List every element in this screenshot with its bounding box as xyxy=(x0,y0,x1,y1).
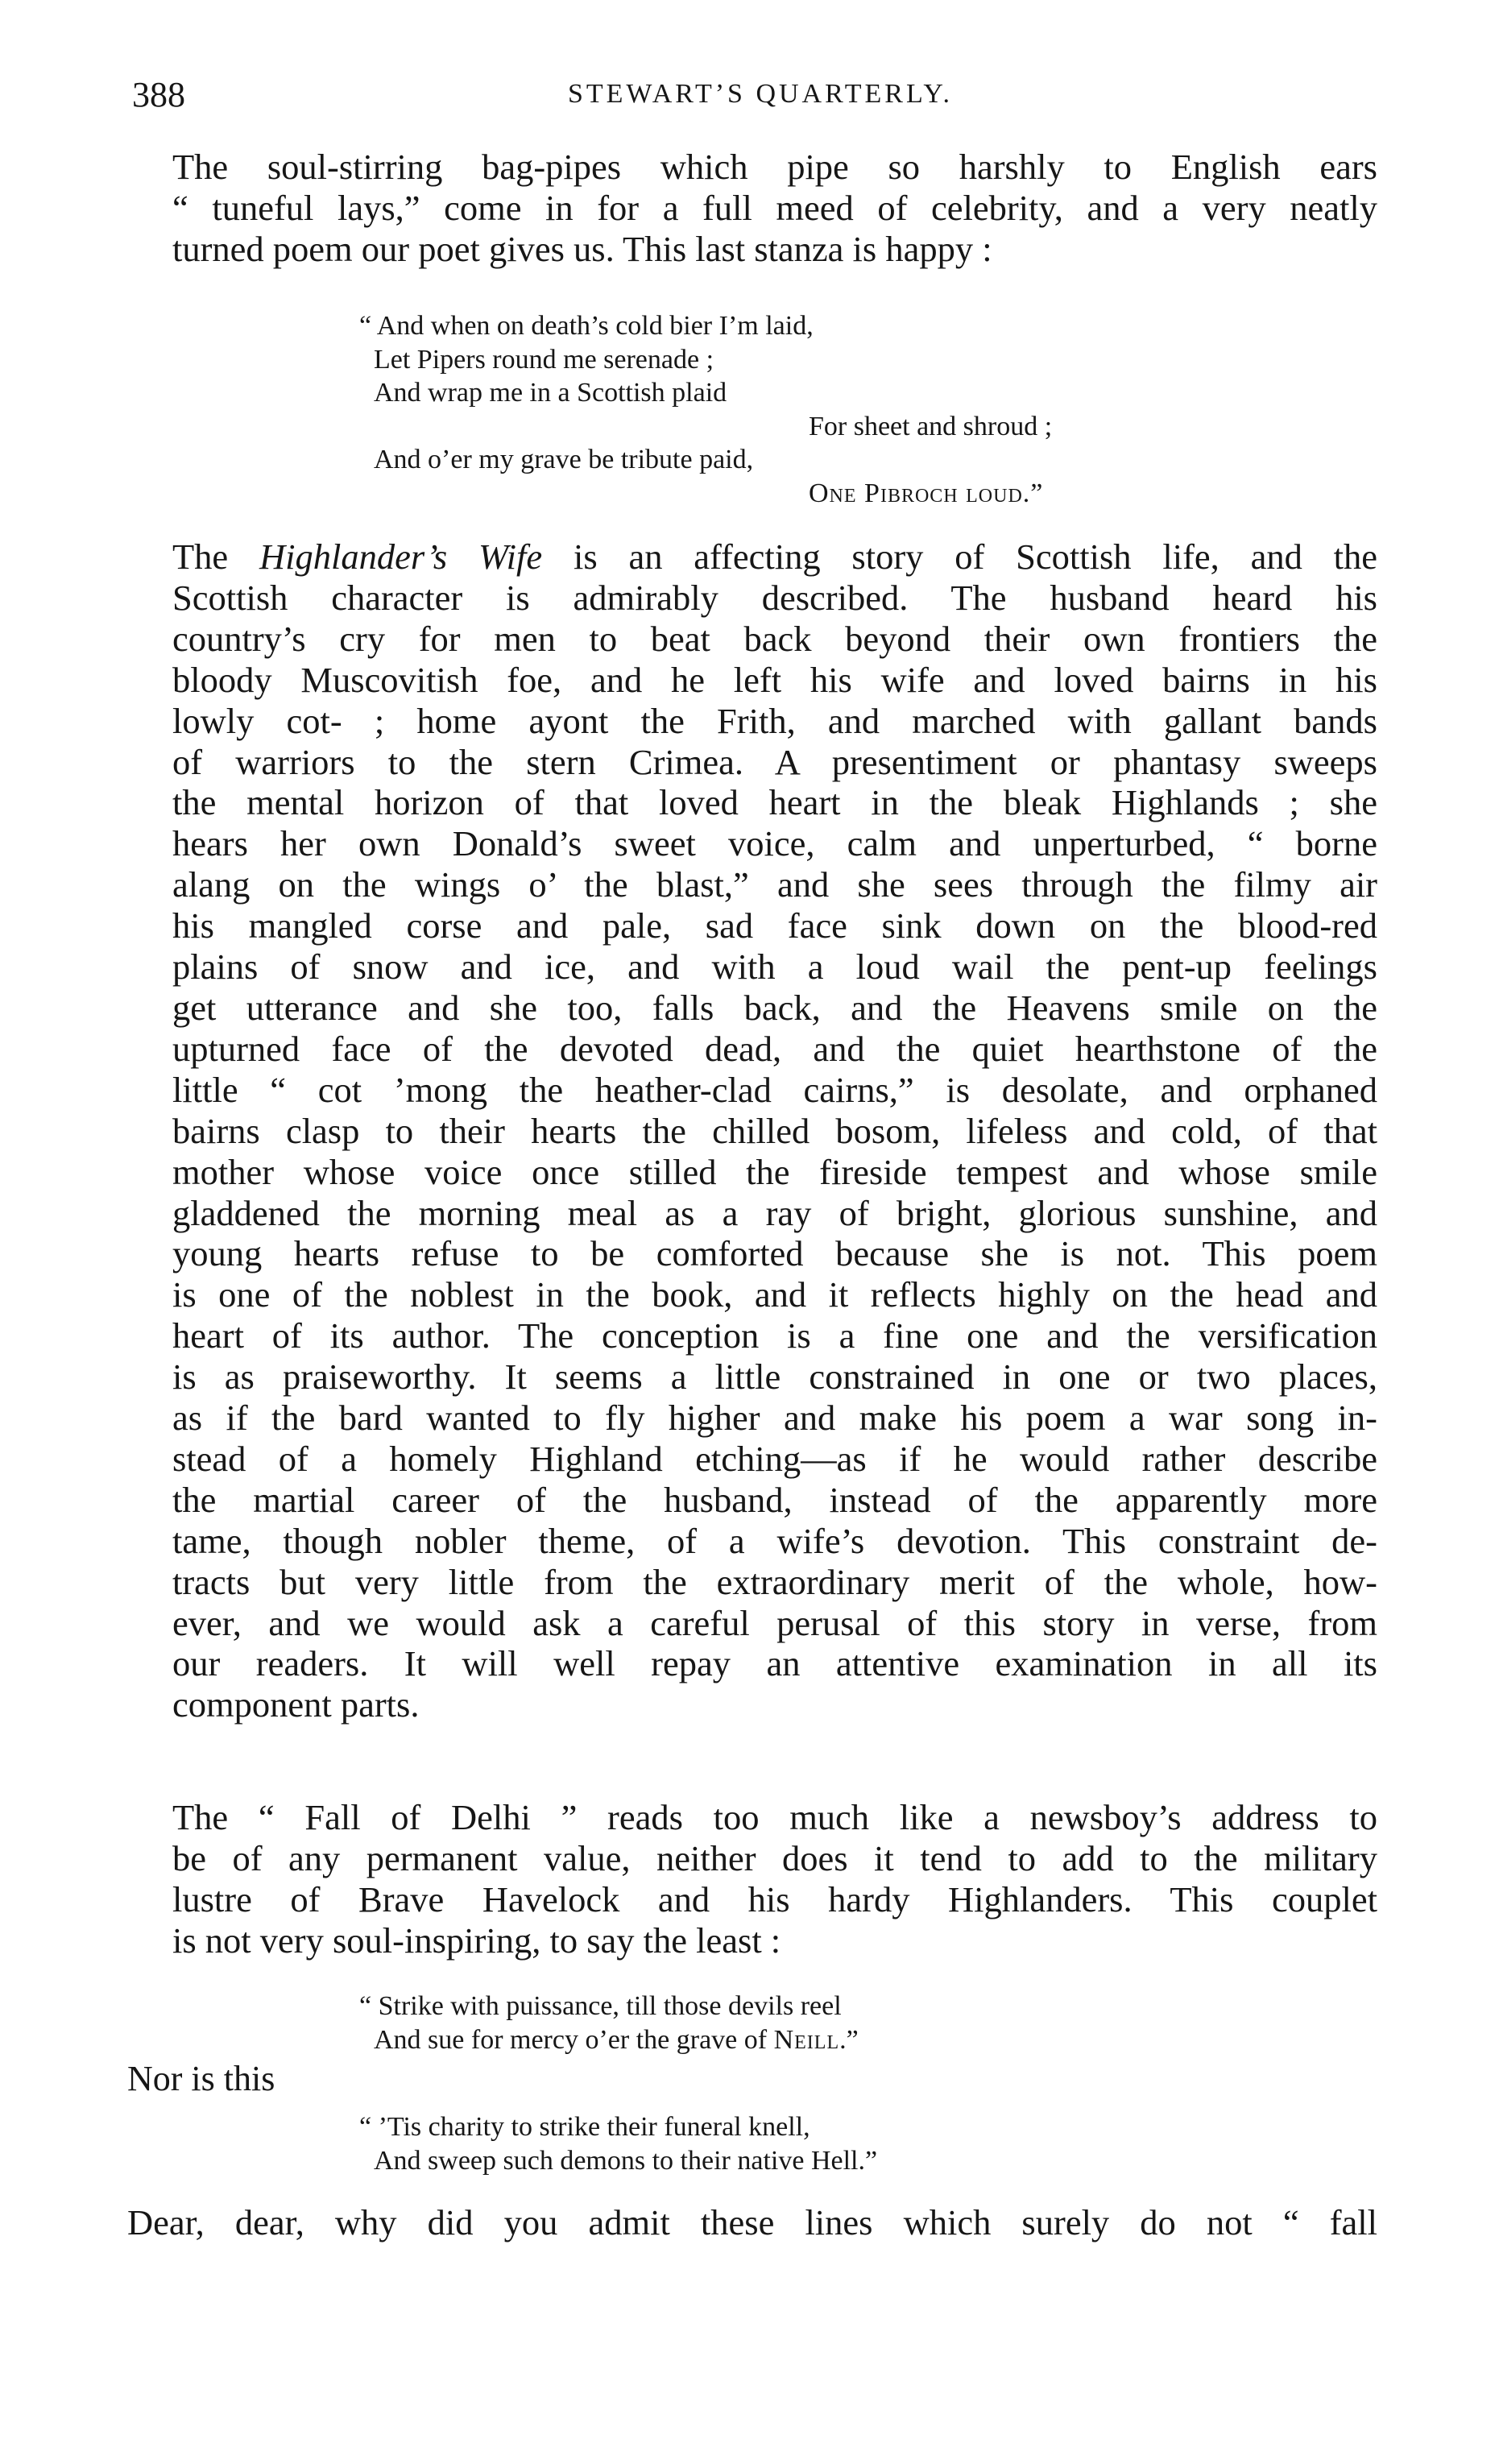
text-line: lustre of Brave Havelock and his hardy Highlanders. This couplet xyxy=(172,1878,1377,1919)
text-line: Scottish character is admirably described. The husband heard his xyxy=(172,577,1377,618)
text-line: country’s cry for men to beat back beyond their own frontiers the xyxy=(172,618,1377,659)
running-head: STEWART’S QUARTERLY. xyxy=(567,79,953,109)
text-line: our readers. It will well repay an attentive examination in all its xyxy=(172,1643,1377,1684)
text-line: the martial career of the husband, instead of the apparently more xyxy=(172,1479,1377,1520)
quote-couplet-1 xyxy=(359,1990,859,2056)
poem-title: Highlander’s Wife xyxy=(259,536,543,577)
text-line: The soul-stirring bag-pipes which pipe so harshly to English ears xyxy=(172,147,1377,187)
text-line: “ tuneful lays,” come in for a full meed of celebrity, and a very neatly xyxy=(172,187,1377,228)
text-line: bairns clasp to their hearts the chilled bosom, lifeless and cold, of that xyxy=(172,1110,1377,1151)
text-line: tame, though nobler theme, of a wife’s devotion. This constraint de- xyxy=(172,1520,1377,1561)
text-line: gladdened the morning meal as a ray of bright, glorious sunshine, and xyxy=(172,1192,1377,1233)
text-line: mother whose voice once stilled the fireside tempest and whose smile xyxy=(172,1151,1377,1192)
quote-stanza xyxy=(359,309,1053,510)
text-line: plains of snow and ice, and with a loud wail the pent-up feelings xyxy=(172,946,1377,988)
text-line: tracts but very little from the extraordinary merit of the whole, how- xyxy=(172,1561,1377,1602)
text-line: ever, and we would ask a careful perusal of this story in verse, from xyxy=(172,1602,1377,1643)
quote-line: “ And when on death’s cold bier I’m laid, xyxy=(359,311,814,341)
text-line: his mangled corse and pale, sad face sink down on the blood-red xyxy=(172,905,1377,946)
text-line: bloody Muscovitish foe, and he left his wife and loved bairns in his xyxy=(172,659,1377,700)
text-line: upturned face of the devoted dead, and the quiet hearthstone of the xyxy=(172,1028,1377,1069)
text-line: heart of its author. The conception is a fine one and the versification xyxy=(172,1315,1377,1356)
quote-couplet-2 xyxy=(359,2110,878,2177)
text-line: as if the bard wanted to fly higher and make his poem a war song in- xyxy=(172,1398,1377,1439)
paragraph-highlanders-wife xyxy=(127,536,1377,1725)
text-fragment: And sue for mercy o’er the grave of xyxy=(374,2024,774,2055)
text-line: lowly cot- ; home ayont the Frith, and marched with gallant bands xyxy=(172,700,1377,741)
paragraph-fall-of-delhi xyxy=(127,1797,1377,1961)
quote-line: And wrap me in a Scottish plaid xyxy=(374,378,727,408)
quote-line: And sweep such demons to their native Hell.” xyxy=(374,2145,878,2176)
paragraph-closing xyxy=(127,2202,1377,2243)
quote-line: “ ’Tis charity to strike their funeral knell, xyxy=(359,2112,810,2142)
quote-line: For sheet and shroud ; xyxy=(809,411,1053,441)
text-line: be of any permanent value, neither does it tend to add to the military xyxy=(172,1837,1377,1878)
text-fragment: .” xyxy=(839,2024,859,2055)
text-fragment: is an affecting story of Scottish life, and the xyxy=(542,536,1378,577)
text-line: turned poem our poet gives us. This last stanza is happy : xyxy=(172,228,992,269)
text-line xyxy=(127,536,1377,578)
text-fragment: The xyxy=(172,536,259,577)
text-line: of warriors to the stern Crimea. A presentiment or phantasy sweeps xyxy=(172,741,1377,782)
text-line: component parts. xyxy=(172,1684,420,1725)
text-line: is not very soul-inspiring, to say the least : xyxy=(172,1919,781,1961)
text-line: young hearts refuse to be comforted because she is not. This poem xyxy=(172,1233,1377,1274)
text-line: is as praiseworthy. It seems a little constrained in one or two places, xyxy=(172,1356,1377,1398)
quote-line: “ Strike with puissance, till those devils reel xyxy=(359,1991,842,2021)
name-smallcaps: Neill xyxy=(773,2024,840,2055)
page-header xyxy=(132,74,1389,126)
text-line: is one of the noblest in the book, and it reflects highly on the head and xyxy=(172,1274,1377,1315)
text-line: alang on the wings o’ the blast,” and she sees through the filmy air xyxy=(172,864,1377,905)
text-line: little “ cot ’mong the heather-clad cairns,” is desolate, and orphaned xyxy=(172,1069,1377,1110)
transition-text: Nor is this xyxy=(127,2059,275,2098)
paragraph-bagpipes xyxy=(127,147,1377,270)
page-number: 388 xyxy=(132,75,185,114)
text-line: the mental horizon of that loved heart in the bleak Highlands ; she xyxy=(172,782,1377,823)
quote-line: And o’er my grave be tribute paid, xyxy=(374,445,754,474)
text-line: stead of a homely Highland etching—as if he would rather describe xyxy=(172,1438,1377,1479)
quote-line xyxy=(374,2023,859,2057)
quote-line: Let Pipers round me serenade ; xyxy=(374,344,714,375)
text-line: The “ Fall of Delhi ” reads too much like a newsboy’s address to xyxy=(172,1797,1377,1837)
quote-line: One Pibroch loud.” xyxy=(809,478,1044,508)
text-line: hears her own Donald’s sweet voice, calm and unperturbed, “ borne xyxy=(172,823,1377,864)
text-line: Dear, dear, why did you admit these lines which surely do not “ fall xyxy=(127,2202,1377,2242)
text-line: get utterance and she too, falls back, and the Heavens smile on the xyxy=(172,987,1377,1028)
